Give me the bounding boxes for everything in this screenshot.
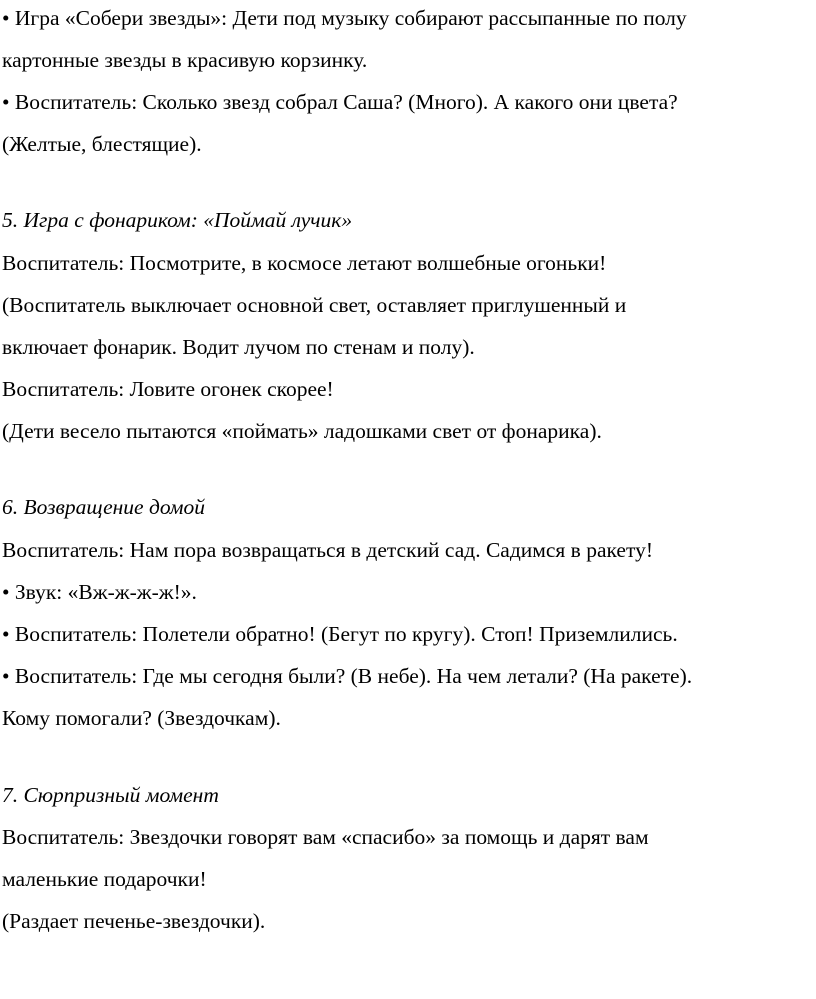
game-stars-line-2: картонные звезды в красивую корзинку.: [2, 48, 368, 72]
section-5-heading: 5. Игра с фонариком: «Поймай лучик»: [2, 208, 353, 232]
section-7-line-1: Воспитатель: Звездочки говорят вам «спасибо» за помощь и дарят вам: [2, 825, 649, 849]
section-5-line-1: Воспитатель: Посмотрите, в космосе летают волшебные огоньки!: [2, 251, 607, 275]
section-5-line-2: (Воспитатель выключает основной свет, оставляет приглушенный и: [2, 293, 627, 317]
section-5-line-5: (Дети весело пытаются «поймать» ладошками свет от фонарика).: [2, 419, 602, 443]
section-6-line-2: • Звук: «Вж-ж-ж-ж!».: [2, 580, 197, 604]
section-7-line-3: (Раздает печенье-звездочки).: [2, 909, 266, 933]
section-6-heading: 6. Возвращение домой: [2, 495, 205, 519]
game-stars-line-1: • Игра «Собери звезды»: Дети под музыку собирают рассыпанные по полу: [2, 6, 687, 30]
section-7-heading: 7. Сюрпризный момент: [2, 783, 219, 807]
section-6-line-4: • Воспитатель: Где мы сегодня были? (В небе). На чем летали? (На ракете).: [2, 664, 693, 688]
section-5-line-4: Воспитатель: Ловите огонек скорее!: [2, 377, 334, 401]
section-6-line-3: • Воспитатель: Полетели обратно! (Бегут по кругу). Стоп! Приземлились.: [2, 622, 678, 646]
game-stars-line-3: • Воспитатель: Сколько звезд собрал Саша? (Много). А какого они цвета?: [2, 90, 678, 114]
section-7-line-2: маленькие подарочки!: [2, 867, 207, 891]
section-5-line-3: включает фонарик. Водит лучом по стенам и полу).: [2, 335, 475, 359]
section-6-line-5: Кому помогали? (Звездочкам).: [2, 706, 281, 730]
game-stars-line-4: (Желтые, блестящие).: [2, 132, 202, 156]
section-6-line-1: Воспитатель: Нам пора возвращаться в детский сад. Садимся в ракету!: [2, 538, 653, 562]
